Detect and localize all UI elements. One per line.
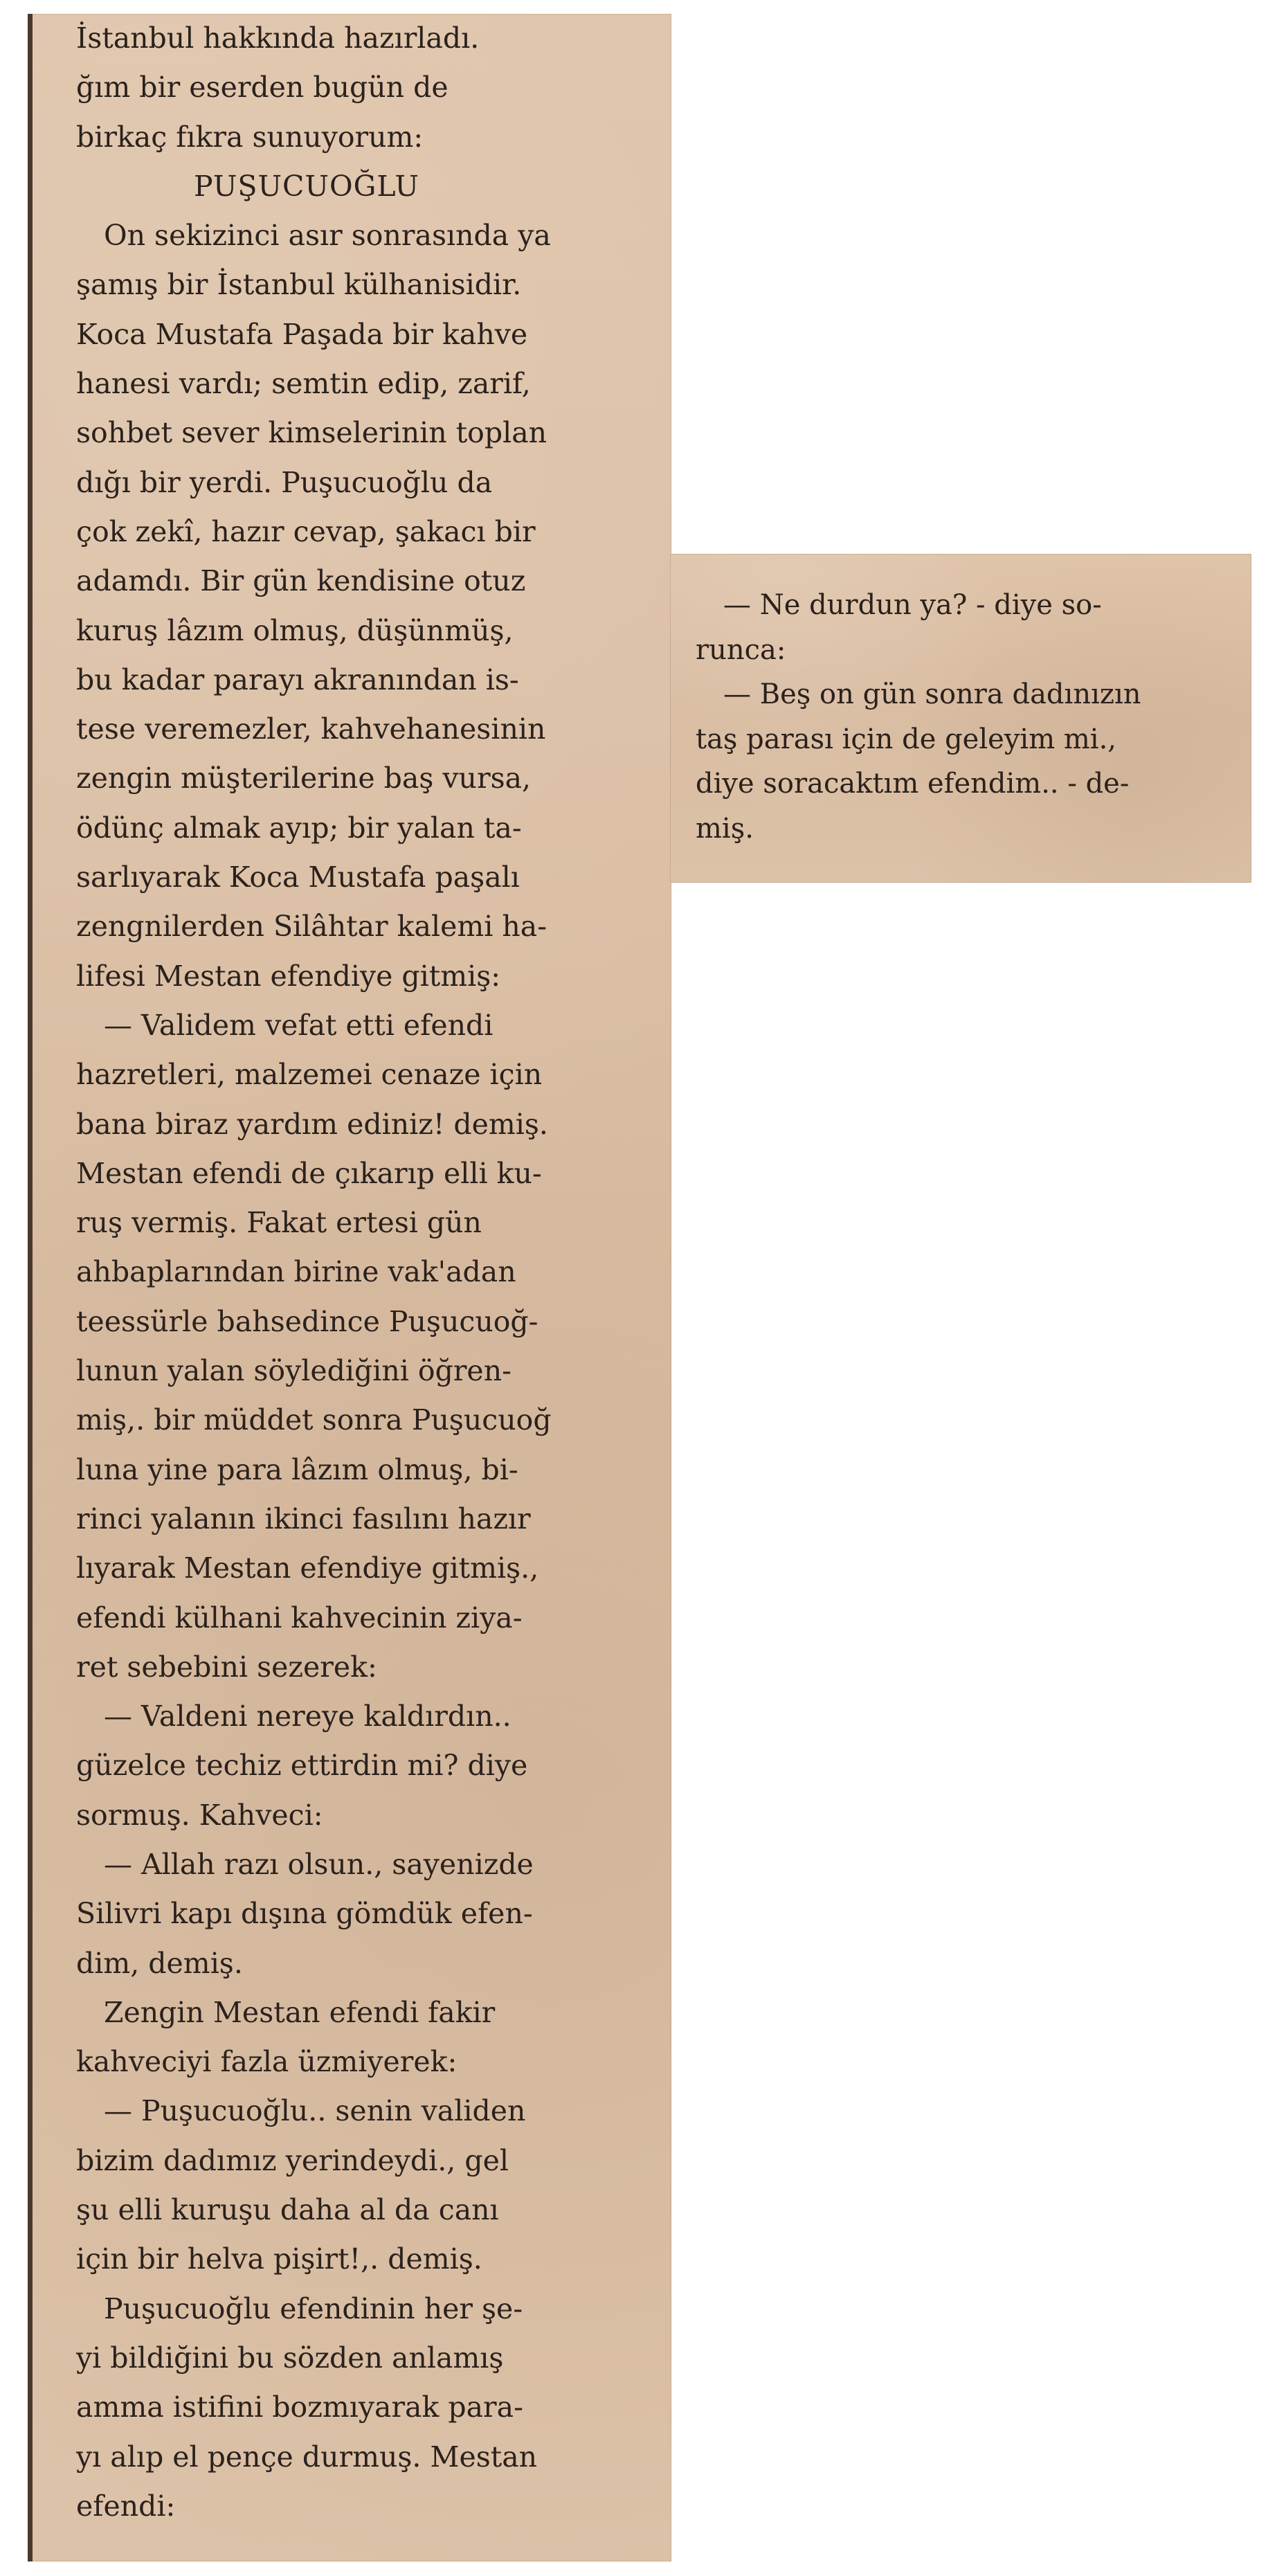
text-line: için bir helva pişirt!,. demiş. (76, 2242, 482, 2276)
text-line: zengin müşterilerine baş vursa, (76, 762, 532, 795)
text-line: sarlıyarak Koca Mustafa paşalı (76, 861, 520, 894)
text-line: ahbaplarından birine vak'adan (76, 1255, 516, 1289)
text-line: amma istifini bozmıyarak para- (76, 2390, 523, 2424)
text-line: şamış bir İstanbul külhanisidir. (76, 268, 522, 302)
text-line: — Ne durdun ya? - diye so- (723, 589, 1102, 621)
text-line: kahveciyi fazla üzmiyerek: (76, 2045, 458, 2079)
text-line: Koca Mustafa Paşada bir kahve (76, 317, 528, 351)
text-line: dim, demiş. (76, 1946, 243, 1980)
text-line: ödünç almak ayıp; bir yalan ta- (76, 811, 522, 845)
text-line: ret sebebini sezerek: (76, 1650, 377, 1684)
text-line: Mestan efendi de çıkarıp elli ku- (76, 1156, 542, 1190)
text-line: çok zekî, hazır cevap, şakacı bir (76, 514, 536, 548)
text-line: — Allah razı olsun., sayenizde (104, 1847, 534, 1881)
article-main-text (76, 14, 552, 2531)
text-line: efendi külhani kahvecinin ziya- (76, 1601, 523, 1634)
text-line: tese veremezler, kahvehanesinin (76, 712, 546, 746)
text-line: adamdı. Bir gün kendisine otuz (76, 564, 526, 598)
article-continuation-text (696, 583, 1141, 851)
text-line: birkaç fıkra sunuyorum: (76, 120, 424, 154)
text-line: Zengin Mestan efendi fakir (104, 1995, 496, 2029)
text-line: luna yine para lâzım olmuş, bi- (76, 1452, 518, 1486)
text-line: güzelce techiz ettirdin mi? diye (76, 1749, 528, 1783)
text-line: yı alıp el pençe durmuş. Mestan (76, 2440, 538, 2474)
text-line: kuruş lâzım olmuş, düşünmüş, (76, 613, 514, 647)
text-line: İstanbul hakkında hazırladı. (76, 21, 480, 55)
text-line: taş parası için de geleyim mi., (696, 723, 1117, 755)
text-line: sohbet sever kimselerinin toplan (76, 416, 547, 450)
text-line: lıyarak Mestan efendiye gitmiş., (76, 1551, 539, 1585)
text-line: lunun yalan söylediğini öğren- (76, 1354, 511, 1388)
text-line: On sekizinci asır sonrasında ya (104, 219, 551, 253)
text-line: — Beş on gün sonra dadınızın (723, 678, 1141, 710)
text-line: ruş vermiş. Fakat ertesi gün (76, 1206, 482, 1240)
text-line: sormuş. Kahveci: (76, 1798, 323, 1832)
text-line: bizim dadımız yerindeydi., gel (76, 2143, 509, 2177)
text-line: runca: (696, 633, 786, 666)
text-line: dığı bir yerdi. Puşucuoğlu da (76, 465, 493, 499)
text-line: ğım bir eserden bugün de (76, 71, 449, 105)
text-line: rinci yalanın ikinci fasılını hazır (76, 1502, 531, 1535)
text-line: — Validem vefat etti efendi (104, 1008, 493, 1042)
text-line: bana biraz yardım ediniz! demiş. (76, 1107, 548, 1141)
article-title: PUŞUCUOĞLU (194, 169, 419, 203)
text-line: şu elli kuruşu daha al da canı (76, 2193, 499, 2227)
text-line: teessürle bahsedince Puşucuoğ- (76, 1304, 538, 1338)
text-line: efendi: (76, 2489, 176, 2523)
text-line: Silivri kapı dışına gömdük efen- (76, 1897, 533, 1931)
text-line: yi bildiğini bu sözden anlamış (76, 2341, 504, 2375)
text-line: lifesi Mestan efendiye gitmiş: (76, 959, 501, 993)
text-line: bu kadar parayı akranından is- (76, 663, 519, 696)
text-line: hazretleri, malzemei cenaze için (76, 1058, 543, 1092)
text-line: — Puşucuoğlu.. senin validen (104, 2094, 526, 2128)
text-line: diye soracaktım efendim.. - de- (696, 768, 1130, 800)
text-line: miş. (696, 812, 754, 845)
text-line: Puşucuoğlu efendinin her şe- (104, 2291, 523, 2325)
text-line: — Valdeni nereye kaldırdın.. (104, 1700, 511, 1733)
text-line: zengnilerden Silâhtar kalemi ha- (76, 910, 547, 944)
text-line: miş,. bir müddet sonra Puşucuoğ (76, 1403, 552, 1437)
text-line: hanesi vardı; semtin edip, zarif, (76, 367, 531, 401)
